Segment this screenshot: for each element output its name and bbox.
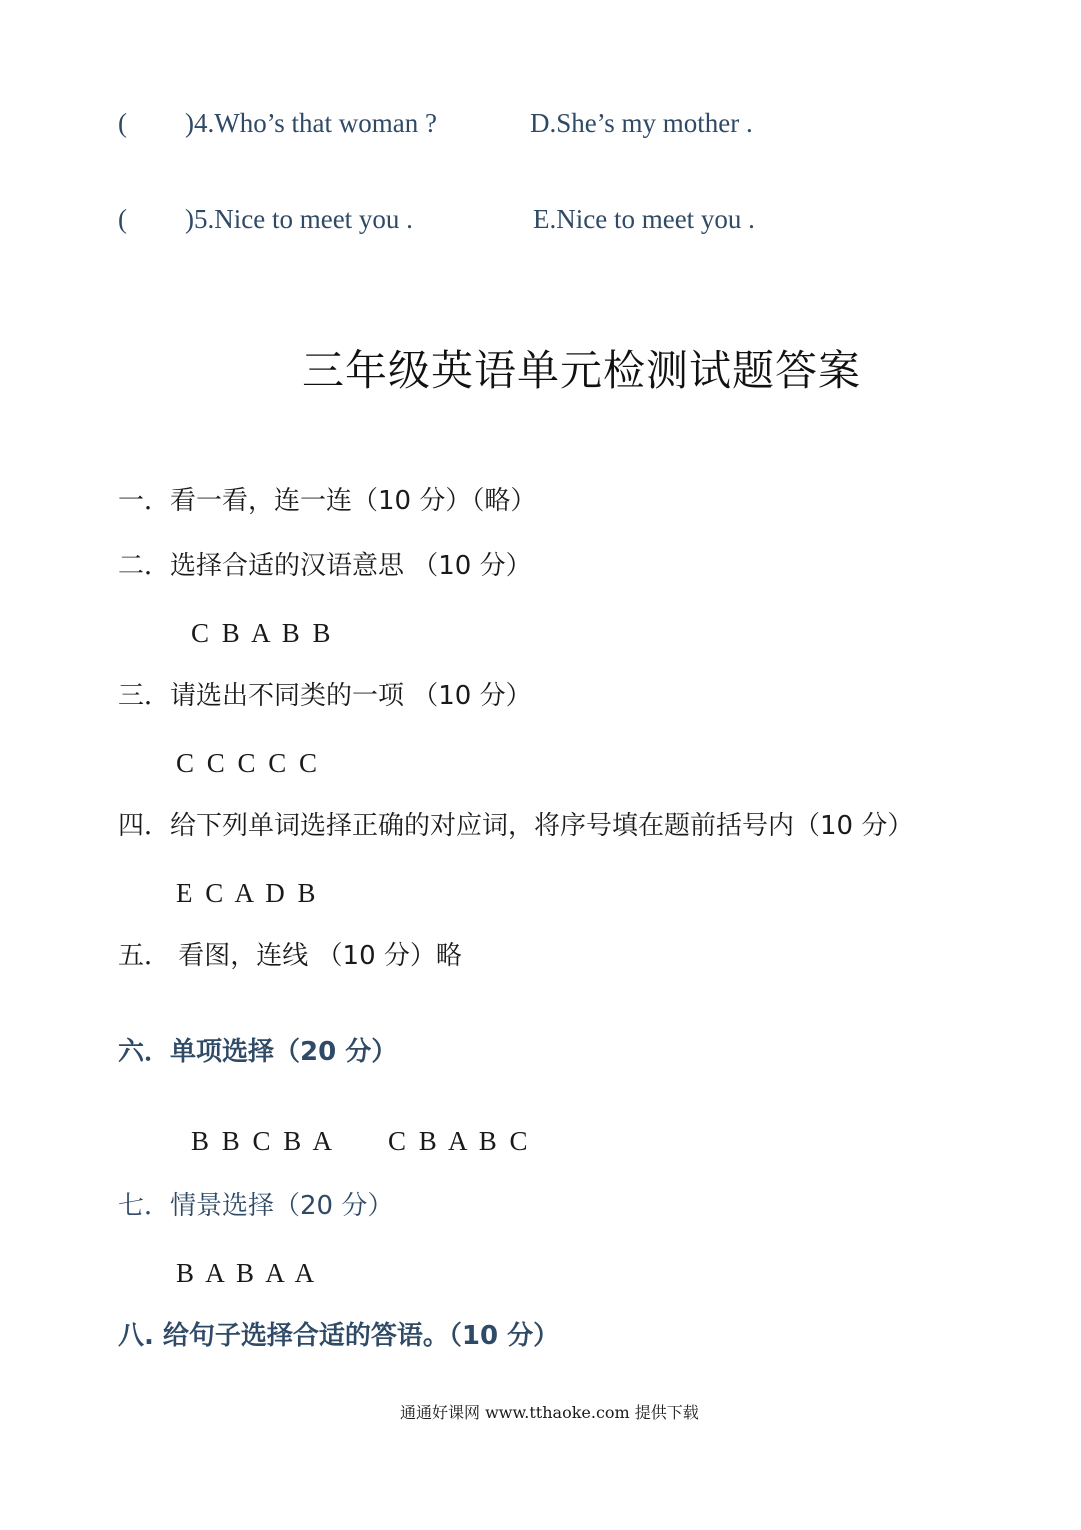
section-2-heading: 二．选择合适的汉语意思 （10 分） <box>118 551 532 581</box>
section-1-heading: 一．看一看，连一连（10 分）（略） <box>118 486 537 516</box>
section-6-heading: 六．单项选择（20 分） <box>118 1037 398 1067</box>
section-7-heading: 七．情景选择（20 分） <box>118 1191 394 1221</box>
question-row-5-text: )5.Nice to meet you . <box>185 204 413 234</box>
question-row-4-text: )4.Who’s that woman ? <box>185 108 437 138</box>
section-2-answers: C B A B B <box>191 618 334 648</box>
question-row-5-answer: E.Nice to meet you . <box>533 204 755 234</box>
section-3-answers: C C C C C <box>176 748 321 778</box>
page-footer: 通通好课网 www.tthaoke.com 提供下载 <box>400 1403 699 1422</box>
section-4-heading: 四．给下列单词选择正确的对应词，将序号填在题前括号内（10 分） <box>118 811 914 841</box>
section-4-answers: E C A D B <box>176 878 319 908</box>
section-6-answers-b: C B A B C <box>388 1126 531 1156</box>
question-row-4-bracket: ( <box>118 108 127 138</box>
page-title: 三年级英语单元检测试题答案 <box>302 346 862 395</box>
section-8-heading: 八. 给句子选择合适的答语。（10 分） <box>118 1321 560 1351</box>
question-row-5-bracket: ( <box>118 204 127 234</box>
section-5-heading: 五． 看图，连线 （10 分）略 <box>118 941 462 971</box>
section-6-answers-a: B B C B A <box>191 1126 336 1156</box>
question-row-4-answer: D.She’s my mother . <box>530 108 753 138</box>
section-3-heading: 三．请选出不同类的一项 （10 分） <box>118 681 532 711</box>
section-7-answers: B A B A A <box>176 1258 318 1288</box>
